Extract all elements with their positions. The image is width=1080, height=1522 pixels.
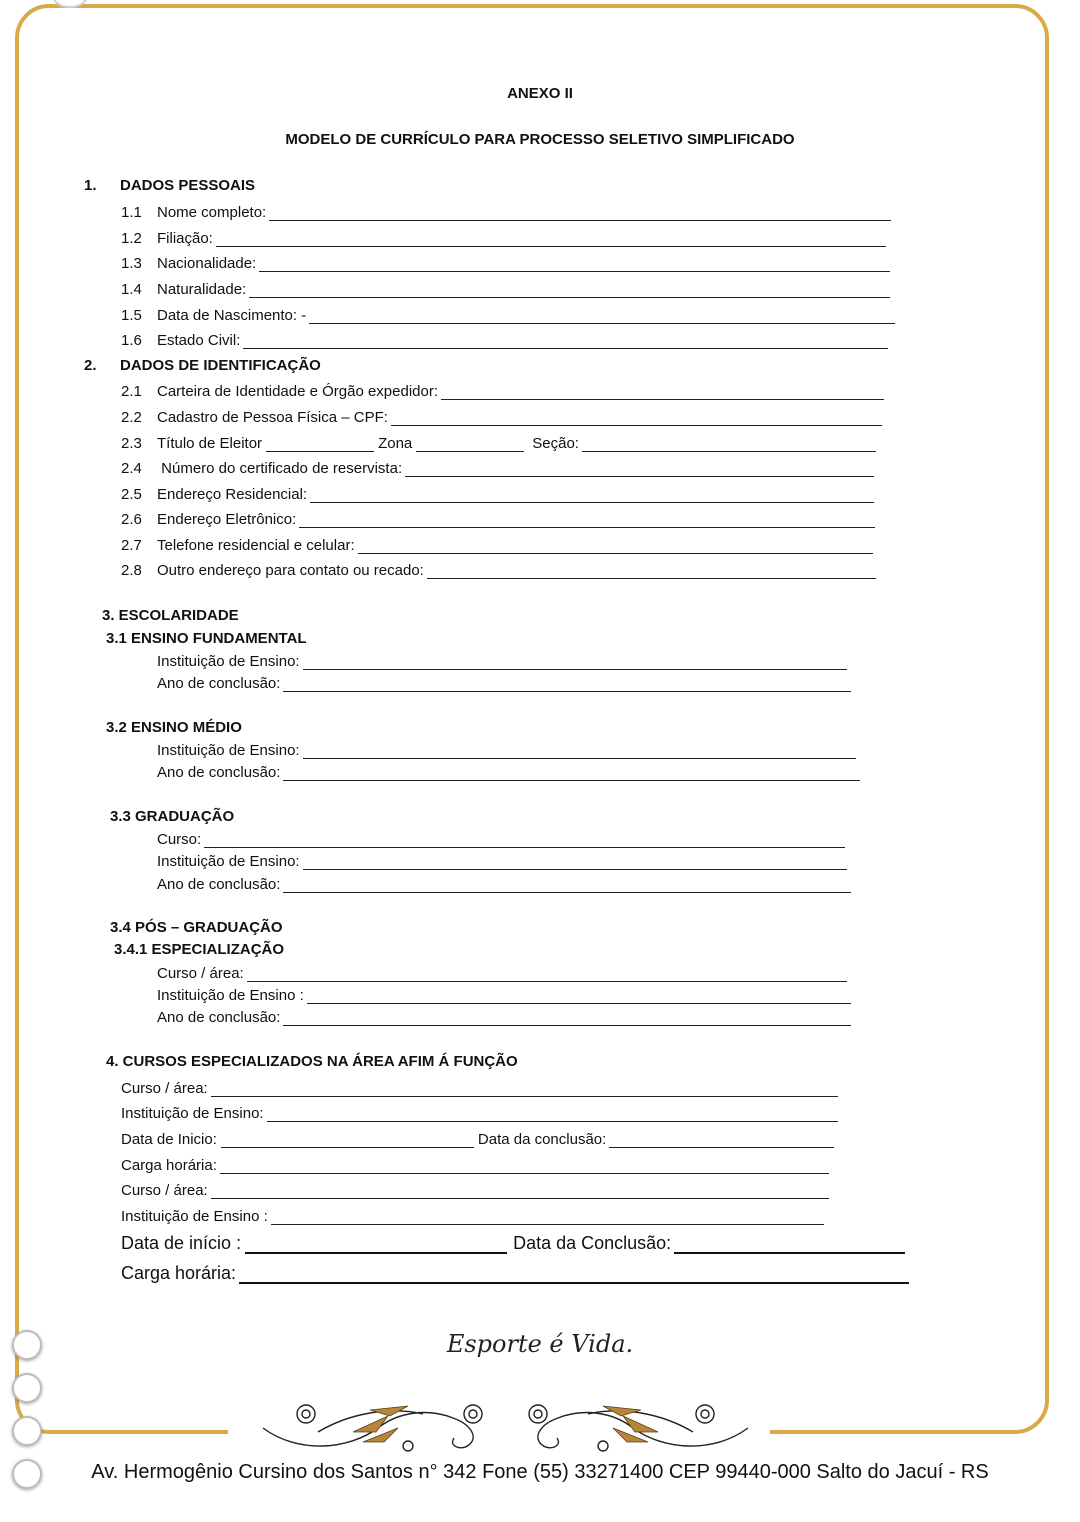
- field-course-area-2[interactable]: Curso / área:: [121, 1179, 829, 1199]
- courses-heading: 4. CURSOS ESPECIALIZADOS NA ÁREA AFIM Á FUNÇÃO: [106, 1053, 518, 1070]
- field-high-school-institution[interactable]: Instituição de Ensino:: [157, 739, 856, 759]
- section-personal-data-heading: 1. DADOS PESSOAIS: [84, 177, 256, 194]
- field-email[interactable]: 2.6 Endereço Eletrônico:: [121, 508, 875, 528]
- field-course-dates-1[interactable]: Data de Inicio: Data da conclusão:: [121, 1128, 834, 1148]
- section-education-heading: 3. ESCOLARIDADE: [102, 607, 239, 624]
- field-course-institution-1[interactable]: Instituição de Ensino:: [121, 1102, 838, 1122]
- field-specialization-course[interactable]: Curso / área:: [157, 962, 847, 982]
- specialization-heading: 3.4.1 ESPECIALIZAÇÃO: [114, 941, 285, 958]
- document-title: MODELO DE CURRÍCULO PARA PROCESSO SELETIVO SIMPLIFICADO: [285, 131, 795, 148]
- field-course-hours-2[interactable]: Carga horária:: [121, 1260, 909, 1284]
- field-reservist-certificate[interactable]: 2.4 Número do certificado de reservista:: [121, 457, 874, 477]
- field-course-hours-1[interactable]: Carga horária:: [121, 1154, 829, 1174]
- field-marital-status[interactable]: 1.6 Estado Civil:: [121, 329, 888, 349]
- annex-title: ANEXO II: [507, 85, 573, 102]
- section-identification-heading: 2. DADOS DE IDENTIFICAÇÃO: [84, 357, 321, 374]
- field-birth-date[interactable]: 1.5 Data de Nascimento: -: [121, 304, 895, 324]
- field-specialization-institution[interactable]: Instituição de Ensino :: [157, 984, 851, 1004]
- field-high-school-year[interactable]: Ano de conclusão:: [157, 761, 860, 781]
- field-specialization-year[interactable]: Ano de conclusão:: [157, 1006, 851, 1026]
- field-graduation-course[interactable]: Curso:: [157, 828, 845, 848]
- field-graduation-year[interactable]: Ano de conclusão:: [157, 873, 851, 893]
- field-elementary-institution[interactable]: Instituição de Ensino:: [157, 650, 847, 670]
- footer-address: Av. Hermogênio Cursino dos Santos n° 342 Fone (55) 33271400 CEP 99440-000 Salto do Jacuí - RS: [91, 1461, 989, 1483]
- field-graduation-institution[interactable]: Instituição de Ensino:: [157, 850, 847, 870]
- field-nationality[interactable]: 1.3 Nacionalidade:: [121, 252, 890, 272]
- field-full-name[interactable]: 1.1 Nome completo:: [121, 201, 891, 221]
- field-voter-id[interactable]: 2.3 Título de Eleitor Zona Seção:: [121, 432, 876, 452]
- field-home-address[interactable]: 2.5 Endereço Residencial:: [121, 483, 874, 503]
- motto: Esporte é Vida.: [446, 1330, 634, 1358]
- field-elementary-year[interactable]: Ano de conclusão:: [157, 672, 851, 692]
- field-filiation[interactable]: 1.2 Filiação:: [121, 227, 886, 247]
- field-course-area-1[interactable]: Curso / área:: [121, 1077, 838, 1097]
- elementary-heading: 3.1 ENSINO FUNDAMENTAL: [106, 630, 307, 647]
- ornament-flourish-icon: [258, 1402, 753, 1456]
- field-phone[interactable]: 2.7 Telefone residencial e celular:: [121, 534, 873, 554]
- field-cpf[interactable]: 2.2 Cadastro de Pessoa Física – CPF:: [121, 406, 882, 426]
- field-birthplace[interactable]: 1.4 Naturalidade:: [121, 278, 890, 298]
- field-course-institution-2[interactable]: Instituição de Ensino :: [121, 1205, 824, 1225]
- binder-ring-icon: [12, 1373, 42, 1403]
- graduation-heading: 3.3 GRADUAÇÃO: [110, 808, 235, 825]
- postgrad-heading: 3.4 PÓS – GRADUAÇÃO: [110, 919, 283, 936]
- field-course-dates-2[interactable]: Data de início : Data da Conclusão:: [121, 1230, 905, 1254]
- high-school-heading: 3.2 ENSINO MÉDIO: [106, 719, 242, 736]
- field-id-card[interactable]: 2.1 Carteira de Identidade e Órgão expedidor:: [121, 380, 884, 400]
- binder-ring-icon: [12, 1416, 42, 1446]
- field-alt-address[interactable]: 2.8 Outro endereço para contato ou recado:: [121, 559, 876, 579]
